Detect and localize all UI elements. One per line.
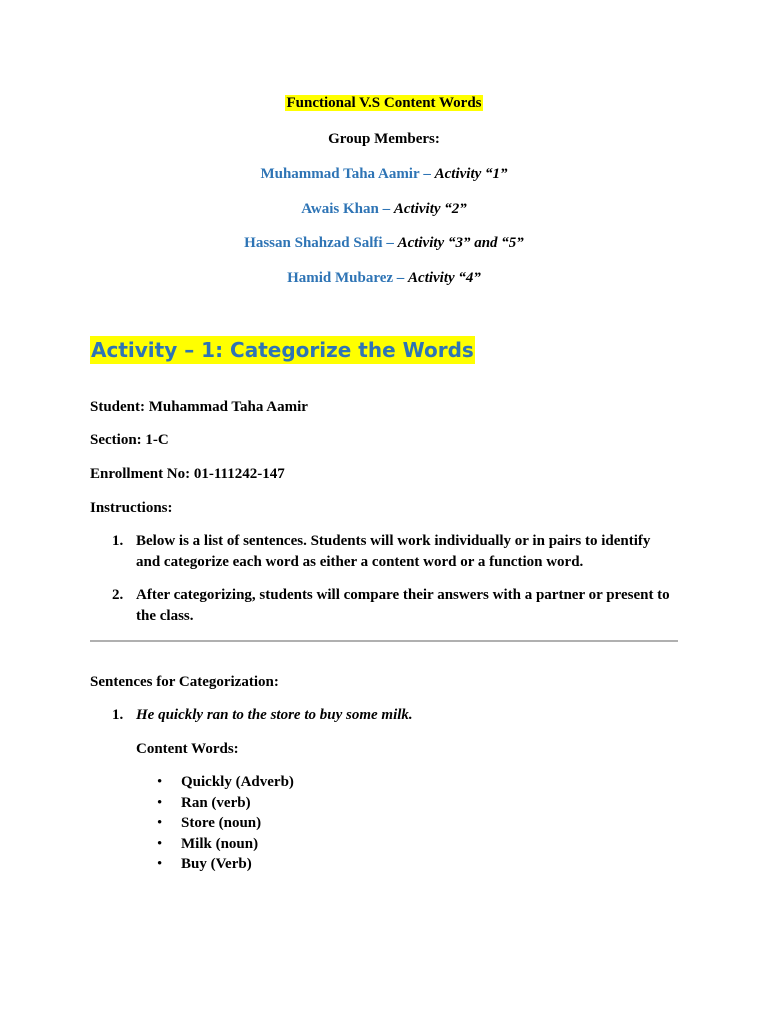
enrollment-number: Enrollment No: 01-111242-147 xyxy=(90,466,285,482)
list-text-line: After categorizing, students will compare their answers with a partner or present to xyxy=(136,587,670,603)
content-words-label: Content Words: xyxy=(136,741,239,757)
group-members-label: Group Members: xyxy=(328,131,440,147)
member-name: Hassan Shahzad Salfi xyxy=(244,235,383,251)
member-activity: Activity “1” xyxy=(434,166,508,182)
bullet-icon: • xyxy=(157,794,163,811)
list-item xyxy=(90,705,690,726)
horizontal-divider xyxy=(90,640,678,642)
list-text-line: the class. xyxy=(136,608,194,624)
member-line xyxy=(0,233,768,253)
list-item xyxy=(157,793,294,814)
member-dash: – xyxy=(396,270,405,286)
instructions-list xyxy=(90,531,690,627)
member-line xyxy=(0,268,768,288)
list-text-line: Below is a list of sentences. Students will work individually or in pairs to identify xyxy=(136,533,651,549)
member-dash: – xyxy=(382,201,391,217)
content-word: Milk (noun) xyxy=(181,835,259,852)
member-line xyxy=(0,164,768,184)
instructions-label: Instructions: xyxy=(90,500,173,516)
document-title: Functional V.S Content Words xyxy=(286,95,482,111)
list-item xyxy=(90,585,690,627)
list-item xyxy=(157,854,294,875)
document-title-line xyxy=(0,93,768,113)
member-line xyxy=(0,199,768,219)
member-name: Muhammad Taha Aamir xyxy=(260,166,420,182)
content-word: Buy (Verb) xyxy=(181,856,252,872)
member-activity: Activity “4” xyxy=(408,270,481,286)
member-activity: Activity “3” and “5” xyxy=(397,235,524,251)
list-item xyxy=(90,531,690,573)
list-item xyxy=(157,813,294,834)
list-item xyxy=(157,772,294,793)
member-dash: – xyxy=(386,235,394,251)
sentences-label: Sentences for Categorization: xyxy=(90,674,279,690)
content-words-list xyxy=(157,772,294,875)
sentences-list xyxy=(90,705,690,726)
bullet-icon: • xyxy=(157,856,163,872)
member-name: Awais Khan xyxy=(301,201,379,217)
content-word: Quickly (Adverb) xyxy=(181,774,294,790)
student-name: Student: Muhammad Taha Aamir xyxy=(90,399,308,415)
member-dash: – xyxy=(423,166,431,182)
content-word: Store (noun) xyxy=(181,815,262,831)
member-activity: Activity “2” xyxy=(393,201,467,217)
content-word: Ran (verb) xyxy=(181,794,251,811)
bullet-icon: • xyxy=(157,774,163,790)
sentence-text: He quickly ran to the store to buy some milk. xyxy=(136,707,413,723)
list-number: 1. xyxy=(112,533,124,549)
list-item xyxy=(157,834,294,855)
list-text-line: and categorize each word as either a content word or a function word. xyxy=(136,554,584,570)
list-number: 1. xyxy=(112,707,124,723)
list-number: 2. xyxy=(112,587,124,603)
member-name: Hamid Mubarez xyxy=(287,270,394,286)
bullet-icon: • xyxy=(157,835,163,852)
section-info: Section: 1-C xyxy=(90,432,169,448)
activity-heading: Activity – 1: Categorize the Words xyxy=(91,338,474,362)
bullet-icon: • xyxy=(157,815,163,831)
